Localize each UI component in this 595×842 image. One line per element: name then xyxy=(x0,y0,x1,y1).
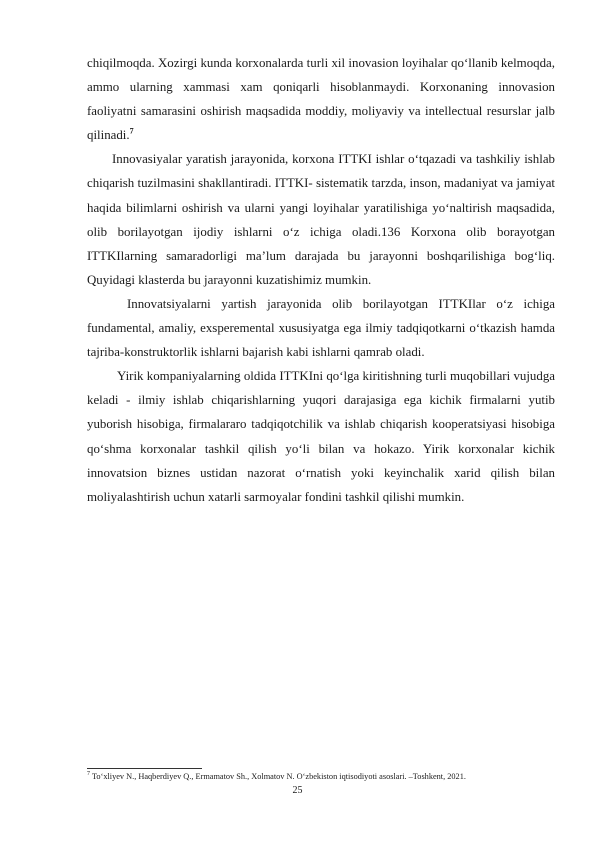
footnote-divider xyxy=(87,768,202,769)
page-body xyxy=(87,51,555,509)
footnote-text: To‘xliyev N., Haqberdiyev Q., Ermamatov Sh., Xolmatov N. O‘zbekiston iqtisodiyoti asoslari. –Toshkent, 2021. xyxy=(91,772,466,781)
paragraph-3: Innovatsiyalarni yartish jarayonida olib borilayotgan ITTKIlar o‘z ichiga fundamental, amaliy, exsperemental xususiyatga ega ilmiy tadqiqotkarni o‘tkazish hamda tajriba-konstruktorlik ishlarni bajarish kabi ishlarni qamrab oladi. xyxy=(87,296,555,360)
paragraph-4: Yirik kompaniyalarning oldida ITTKIni qo‘lga kiritishning turli muqobillari vujudga keladi - ilmiy ishlab chiqarishlarning yuqori darajasiga ega kichik firmalarni yutib yuborish hisobiga, firmalararo tadqiqotchilik va ishlab chiqarish kooperatsiyasi hisobiga qo‘shma korxonalar tashkil qilish yo‘li bilan va hokazo. Yirik korxonalar kichik innovatsion biznes ustidan nazorat o‘rnatish yoki keyinchalik xarid qilish bilan moliyalashtirish uchun xatarli sarmoyalar fondini tashkil qilishi mumkin. xyxy=(87,369,555,504)
footnote-ref[interactable]: 7 xyxy=(129,126,134,136)
footnote xyxy=(87,771,555,782)
footnote-number: 7 xyxy=(87,771,90,778)
paragraph-1 xyxy=(87,51,555,147)
paragraph-1-text: chiqilmoqda. Xozirgi kunda korxonalarda turli xil inovasion loyihalar qo‘llanib kelmoqda, ammo ularning xammasi xam qoniqarli hisoblanmaydi. Korxonaning innovasion faoliyatni samarasini oshirish maqsadida moddiy, moliyaviy va intellectual resurslar jalb qilinadi. xyxy=(87,56,555,143)
page-number: 25 xyxy=(292,785,303,796)
paragraph-2: Innovasiyalar yaratish jarayonida, korxona ITTKI ishlar o‘tqazadi va tashkiliy ishlab chiqarish tuzilmasini shakllantiradi. ITTKI- sistematik tarzda, inson, madaniyat va jamiyat haqida bilimlarni oshirish va ularni yangi loyihalar yaratilishiga yo‘naltirish maqsadida, olib borilayotgan ijodiy ishlarni o‘z ichiga oladi.136 Korxona olib borayotgan ITTKIlarning samaradorligi ma’lum darajada bu jarayonni boshqarilishiga bog‘liq. Quyidagi klasterda bu jarayonni kuzatishimiz mumkin. xyxy=(87,152,555,287)
